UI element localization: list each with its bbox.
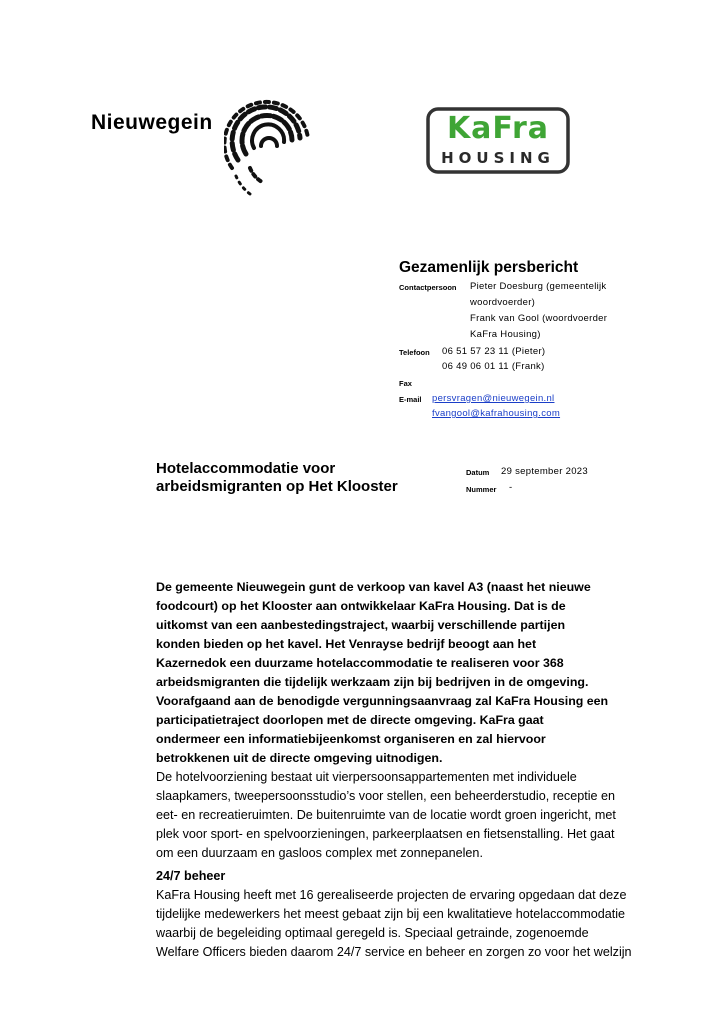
- phone-line: 06 51 57 23 11 (Pieter): [442, 346, 546, 357]
- contact-line: Frank van Gool (woordvoerder: [470, 313, 608, 324]
- intro-line: participatietraject doorlopen met de directe omgeving. KaFra gaat: [156, 713, 544, 727]
- email-link-press[interactable]: persvragen@nieuwegein.nl: [432, 393, 555, 404]
- kafra-logo-bottom: HOUSING: [441, 149, 555, 167]
- body-paragraph: [156, 886, 646, 962]
- body-line: om een duurzaam en gasloos complex met zonnepanelen.: [156, 846, 483, 860]
- intro-line: De gemeente Nieuwegein gunt de verkoop van kavel A3 (naast het nieuwe: [156, 580, 591, 594]
- body-line: eet- en recreatieruimten. De buitenruimte van de locatie wordt groen ingericht, met: [156, 808, 616, 822]
- nieuwegein-logo-text: Nieuwegein: [91, 111, 213, 134]
- number-label: Nummer: [466, 485, 497, 494]
- contact-line: woordvoerder): [470, 297, 536, 308]
- body-line: De hotelvoorziening bestaat uit vierpersoonsappartementen met individuele: [156, 770, 577, 784]
- phone-label: Telefoon: [399, 348, 430, 357]
- fax-label: Fax: [399, 379, 412, 388]
- kafra-logo-top: KaFra: [446, 111, 550, 146]
- intro-line: betrokkenen uit de directe omgeving uitnodigen.: [156, 751, 443, 765]
- intro-line: foodcourt) op het Klooster aan ontwikkelaar KaFra Housing. Dat is de: [156, 599, 566, 613]
- body-paragraph: [156, 768, 646, 863]
- body-line: Welfare Officers bieden daarom 24/7 service en beheer en zorgen zo voor het welzijn: [156, 945, 632, 959]
- body-line: plek voor sport- en spelvoorzieningen, parkeerplaatsen en fietsenstalling. Het gaat: [156, 827, 615, 841]
- phone-line: 06 49 06 01 11 (Frank): [442, 361, 545, 372]
- body-line: waarbij de begeleiding optimaal geregeld is. Speciaal getrainde, zogenoemde: [156, 926, 589, 940]
- body-line: slaapkamers, tweepersoonsstudio’s voor stellen, een beheerderstudio, receptie en: [156, 789, 616, 803]
- intro-line: Voorafgaand aan de benodigde vergunningsaanvraag zal KaFra Housing een: [156, 694, 609, 708]
- document-title-line: Hotelaccommodatie voor: [156, 460, 336, 477]
- nieuwegein-logo-mark: [224, 94, 314, 198]
- intro-paragraph: [156, 578, 646, 768]
- body-line: tijdelijke medewerkers het meest gebaat zijn bij een kwalitatieve hotelaccommodatie: [156, 907, 626, 921]
- body-line: KaFra Housing heeft met 16 gerealiseerde projecten de ervaring opgedaan dat deze: [156, 888, 627, 902]
- intro-line: Kazernedok een duurzame hotelaccommodatie te realiseren voor 368: [156, 656, 564, 670]
- document-title-line: arbeidsmigranten op Het Klooster: [156, 478, 398, 495]
- intro-line: konden bieden op het kavel. Het Venrayse bedrijf beoogt aan het: [156, 637, 537, 651]
- intro-line: uitkomst van een aanbestedingstraject, waarbij verschillende partijen: [156, 618, 566, 632]
- contact-line: KaFra Housing): [470, 329, 541, 340]
- press-release-title: Gezamenlijk persbericht: [399, 259, 579, 276]
- date-label: Datum: [466, 468, 490, 477]
- intro-line: ondermeer een informatiebijeenkomst organiseren en zal hiervoor: [156, 732, 546, 746]
- email-link-kafra[interactable]: fvangool@kafrahousing.com: [432, 408, 561, 419]
- intro-line: arbeidsmigranten die tijdelijk werkzaam zijn bij bedrijven in de omgeving.: [156, 675, 589, 689]
- document-title: [156, 460, 446, 496]
- kafra-housing-logo: [426, 107, 570, 174]
- email-label: E-mail: [399, 395, 422, 404]
- contact-label: Contactpersoon: [399, 283, 457, 292]
- date-value: 29 september 2023: [501, 466, 588, 477]
- contact-line: Pieter Doesburg (gemeentelijk: [470, 281, 607, 292]
- section-heading: 24/7 beheer: [156, 869, 226, 883]
- number-value: -: [509, 482, 513, 493]
